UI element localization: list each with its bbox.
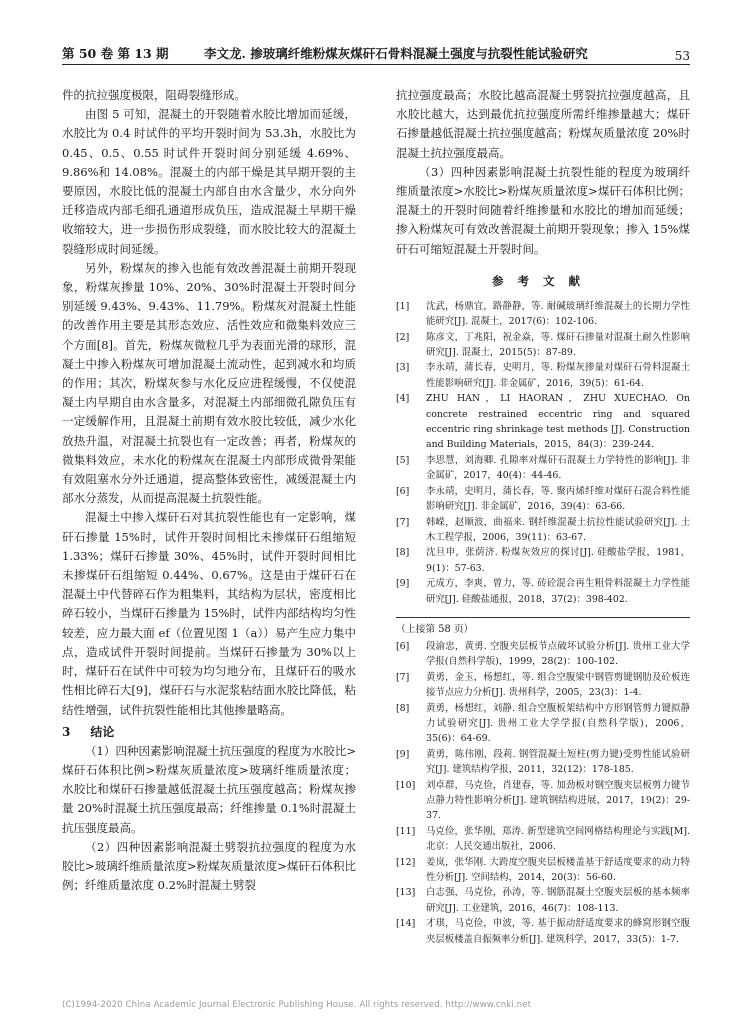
page-number: 53 [674, 49, 690, 63]
reference-text: 黄勇，杨想红，刘静. 组合空腹板架结构中方形钢管剪力键拟静力试验研究[J]. 贵州工业大学学报(自然科学版)，2006，35(6)：64-69. [426, 702, 690, 745]
journal-volume: 第 50 卷 第 13 期 [62, 46, 169, 61]
reference-item [396, 484, 690, 515]
reference-item [396, 824, 690, 855]
reference-number: [9] [396, 578, 410, 590]
conclusion-paragraph: （3）四种因素影响混凝土抗裂性能的程度为玻璃纤维质量浓度>水胶比>粉煤灰质量浓度>煤矸石体积比例；混凝土的开裂时间随着纤维掺量和水胶比的增加而延缓；掺入粉煤灰可有效改善混凝土前期开裂现象；掺入 15%煤矸石可缩短混凝土开裂时间。 [396, 164, 690, 256]
references-heading: 参考文献 [492, 273, 594, 288]
reference-text: 黄勇，陈伟刚，段莉. 钢管混凝土短柱(剪力键)受剪性能试验研究[J]. 建筑结构学报，2011，32(12)：178-185. [426, 748, 690, 776]
paragraph: 由图 5 可知，混凝土的开裂随着水胶比增加而延缓，水胶比为 0.4 时试件的平均开裂时间为 53.3h，水胶比为 0.45、0.5、0.55 时试件开裂时间分别延缓 4.69%、9.86%和 14.08%。混凝土的内部干燥是其早期开裂的主要原因，水胶比低的混凝土内部自由水含量少，水分向外迁移造成内部毛细孔通道形成负压，造成混凝土早期干燥收缩较大，进一步损伤形成裂缝，而水胶比较大的混凝土裂缝形成时间延缓。 [62, 107, 356, 256]
reference-number: [5] [396, 454, 410, 466]
paragraph: 混凝土中掺入煤矸石对其抗裂性能也有一定影响，煤矸石掺量 15%时，试件开裂时间相比未掺煤矸石组缩短 1.33%；煤矸石掺量 30%、45%时，试件开裂时间相比未掺煤矸石组缩短 0.44%、0.67%。这是由于煤矸石在混凝土中代替碎石作为粗集料，其结构为层状，密度相比碎石较小，当煤矸石掺量为 15%时，试件内部结构均匀性较差，应力最大面 ef（位置见图 1（a））易产生应力集中点，造成试件开裂时间提前。当煤矸石掺量为 30%以上时，煤矸石在试件中可较为均匀地分布，且煤矸石的吸水性相比碎石大[9]，煤矸石与水泥浆粘结面水胶比降低，粘结性增强，试件抗裂性能相比其他掺量略高。 [62, 510, 356, 717]
reference-number: [6] [396, 485, 410, 497]
copyright-watermark: (C)1994-2020 China Academic Journal Electronic Publishing House. All rights reserved. http://www.cnki.net [62, 1000, 532, 1010]
paragraph: 件的抗拉强度极限，阻碍裂缝形成。 [62, 88, 246, 102]
section-number: 3 [62, 724, 71, 739]
reference-number: [7] [396, 516, 410, 528]
reference-number: [8] [396, 547, 410, 559]
reference-item [396, 360, 690, 391]
conclusion-paragraph: （2）四种因素影响混凝土劈裂抗拉强度的程度为水胶比>玻璃纤维质量浓度>粉煤灰质量浓度>煤矸石体积比例；纤维质量浓度 0.2%时混凝土劈裂 [62, 839, 356, 893]
reference-item [396, 545, 690, 576]
divider [396, 617, 690, 618]
continued-label: （上接第 58 页） [396, 623, 474, 635]
reference-item [396, 916, 690, 947]
reference-item [396, 855, 690, 886]
reference-text: 元成方，李爽，曾力，等. 砖砼混合再生粗骨料混凝土力学性能研究[J]. 硅酸盐通报，2018，37(2)：398-402. [426, 578, 690, 605]
reference-text: 马克俭，张华刚，郑涛. 新型建筑空间网格结构理论与实践[M]. 北京：人民交通出版社，2006. [426, 825, 690, 853]
section-title: 结论 [90, 724, 115, 739]
reference-text: 沈旦申，张荫济. 粉煤灰效应的探讨[J]. 硅酸盐学报，1981，9(1)：57-63. [426, 547, 690, 574]
reference-list [396, 299, 690, 607]
reference-number: [11] [396, 825, 416, 837]
reference-item [396, 453, 690, 484]
conclusion-paragraph: （1）四种因素影响混凝土抗压强度的程度为水胶比>煤矸石体积比例>粉煤灰质量浓度>玻璃纤维质量浓度；水胶比和煤矸石掺量越低混凝土抗压强度越高；粉煤灰掺量 20%时混凝土抗压强度最高；纤维掺量 0.1%时混凝土抗压强度最高。 [62, 743, 356, 835]
right-column [396, 86, 690, 947]
reference-number: [7] [396, 671, 410, 683]
reference-number: [10] [396, 779, 416, 791]
reference-text: ZHU HAN，LI HAORAN，ZHU XUECHAO. On concrete restrained eccentric ring and squared eccentric ring shrinkage test methods [J]. Construction and Building Materials，2015，84(3)：239-244. [426, 393, 690, 451]
reference-number: [13] [396, 887, 416, 899]
reference-number: [14] [396, 918, 416, 930]
continued-reference-list [396, 639, 690, 947]
reference-number: [2] [396, 331, 410, 343]
reference-number: [8] [396, 702, 410, 714]
reference-item [396, 576, 690, 607]
reference-text: 李永靖，蒲长春，史明月，等. 粉煤灰掺量对煤矸石骨料混凝土性能影响研究[J]. 非金属矿，2016，39(5)：61-64. [426, 362, 690, 389]
running-title: 李文龙. 掺玻璃纤维粉煤灰煤矸石骨料混凝土强度与抗裂性能试验研究 [204, 46, 588, 61]
reference-item [396, 778, 690, 824]
paragraph: 抗拉强度最高；水胶比越高混凝土劈裂抗拉强度越高，且水胶比越大，达到最优抗拉强度所需纤维掺量越大；煤矸石掺量越低混凝土抗拉强度越高；粉煤灰质量浓度 20%时混凝土抗拉强度最高。 [396, 88, 690, 160]
reference-item [396, 701, 690, 747]
reference-item [396, 639, 690, 670]
section-heading [62, 722, 356, 742]
reference-text: 刘卓群，马克俭，肖建春，等. 加劲板对钢空腹夹层板剪力键节点静力特性影响分析[J]. 建筑钢结构进展，2017，19(2)：29-37. [426, 779, 690, 822]
reference-item [396, 330, 690, 361]
reference-number: [4] [396, 393, 410, 405]
reference-number: [3] [396, 362, 410, 374]
reference-text: 白志强，马克俭，孙涛，等. 钢筋混凝土空腹夹层板的基本频率研究[J]. 工业建筑，2016，46(7)：108-113. [426, 887, 690, 914]
reference-text: 段渝忠，黄勇. 空腹夹层板节点破坏试验分析[J]. 贵州工业大学学报(自然科学版)，1999，28(2)：100-102. [426, 640, 690, 668]
reference-text: 沈武，杨鼎宜，路静静，等. 耐碱玻璃纤维混凝土的长期力学性能研究[J]. 混凝土，2017(6)：102-106. [426, 300, 690, 328]
reference-text: 李永靖，史明月，蒲长春，等. 聚丙烯纤维对煤矸石混合料性能影响研究[J]. 非金属矿，2016，39(4)：63-66. [426, 485, 690, 513]
reference-text: 才琪，马克俭，申波，等. 基于振动舒适度要求的蜂窝形钢空腹夹层板楼盖自振频率分析[J]. 建筑科学，2017，33(5)：1-7. [426, 918, 690, 945]
reference-item [396, 299, 690, 330]
reference-number: [9] [396, 748, 410, 760]
reference-text: 姜岚，张华刚. 大跨度空腹夹层板楼盖基于舒适度要求的动力特性分析[J]. 空间结构，2014，20(3)：56-60. [426, 856, 690, 884]
running-header [62, 40, 690, 65]
left-column [62, 86, 356, 895]
reference-item [396, 885, 690, 916]
reference-item [396, 747, 690, 778]
reference-number: [12] [396, 856, 416, 868]
reference-text: 黄勇，金玉，杨想红，等. 组合空腹梁中钢管剪键钢肋及砼板连接节点应力分析[J]. 贵州科学，2005，23(3)：1-4. [426, 671, 690, 699]
reference-text: 李思慧，刘海卿. 孔隙率对煤矸石混凝土力学特性的影响[J]. 非金属矿，2017，40(4)：44-46. [426, 454, 690, 482]
reference-item [396, 391, 690, 453]
reference-number: [1] [396, 300, 410, 312]
reference-item [396, 670, 690, 701]
reference-item [396, 515, 690, 546]
paragraph: 另外，粉煤灰的掺入也能有效改善混凝土前期开裂现象，粉煤灰掺量 10%、20%、30%时混凝土开裂时间分别延缓 9.43%、9.43%、11.79%。粉煤灰对混凝土性能的改善作用主要是其形态效应、活性效应和微集料效应三个方面[8]。首先，粉煤灰微粒几乎为表面光滑的球形，混凝土中掺入粉煤灰可增加混凝土流动性，起到减水和均质的作用；其次，粉煤灰参与水化反应进程缓慢，不仅使混凝土内早期自由水含量多，对混凝土内部细微孔隙负压有一定缓解作用，且混凝土前期有效水胶比较低，减少水化放热升温，对混凝土抗裂也有一定改善；再者，粉煤灰的微集料效应，未水化的粉煤灰在混凝土内部形成微骨架能有效阻塞水分外迁通道，提高整体致密性，减缓混凝土内部水分蒸发，从而提高混凝土抗裂性能。 [62, 260, 356, 506]
reference-text: 韩嵘，赵顺波，曲福来. 钢纤维混凝土抗拉性能试验研究[J]. 土木工程学报，2006，39(11)：63-67. [426, 516, 690, 543]
reference-number: [6] [396, 640, 410, 652]
reference-text: 陈彦文，丁兆阳，祝金焱，等. 煤矸石掺量对混凝土耐久性影响研究[J]. 混凝土，2015(5)：87-89. [426, 331, 690, 359]
